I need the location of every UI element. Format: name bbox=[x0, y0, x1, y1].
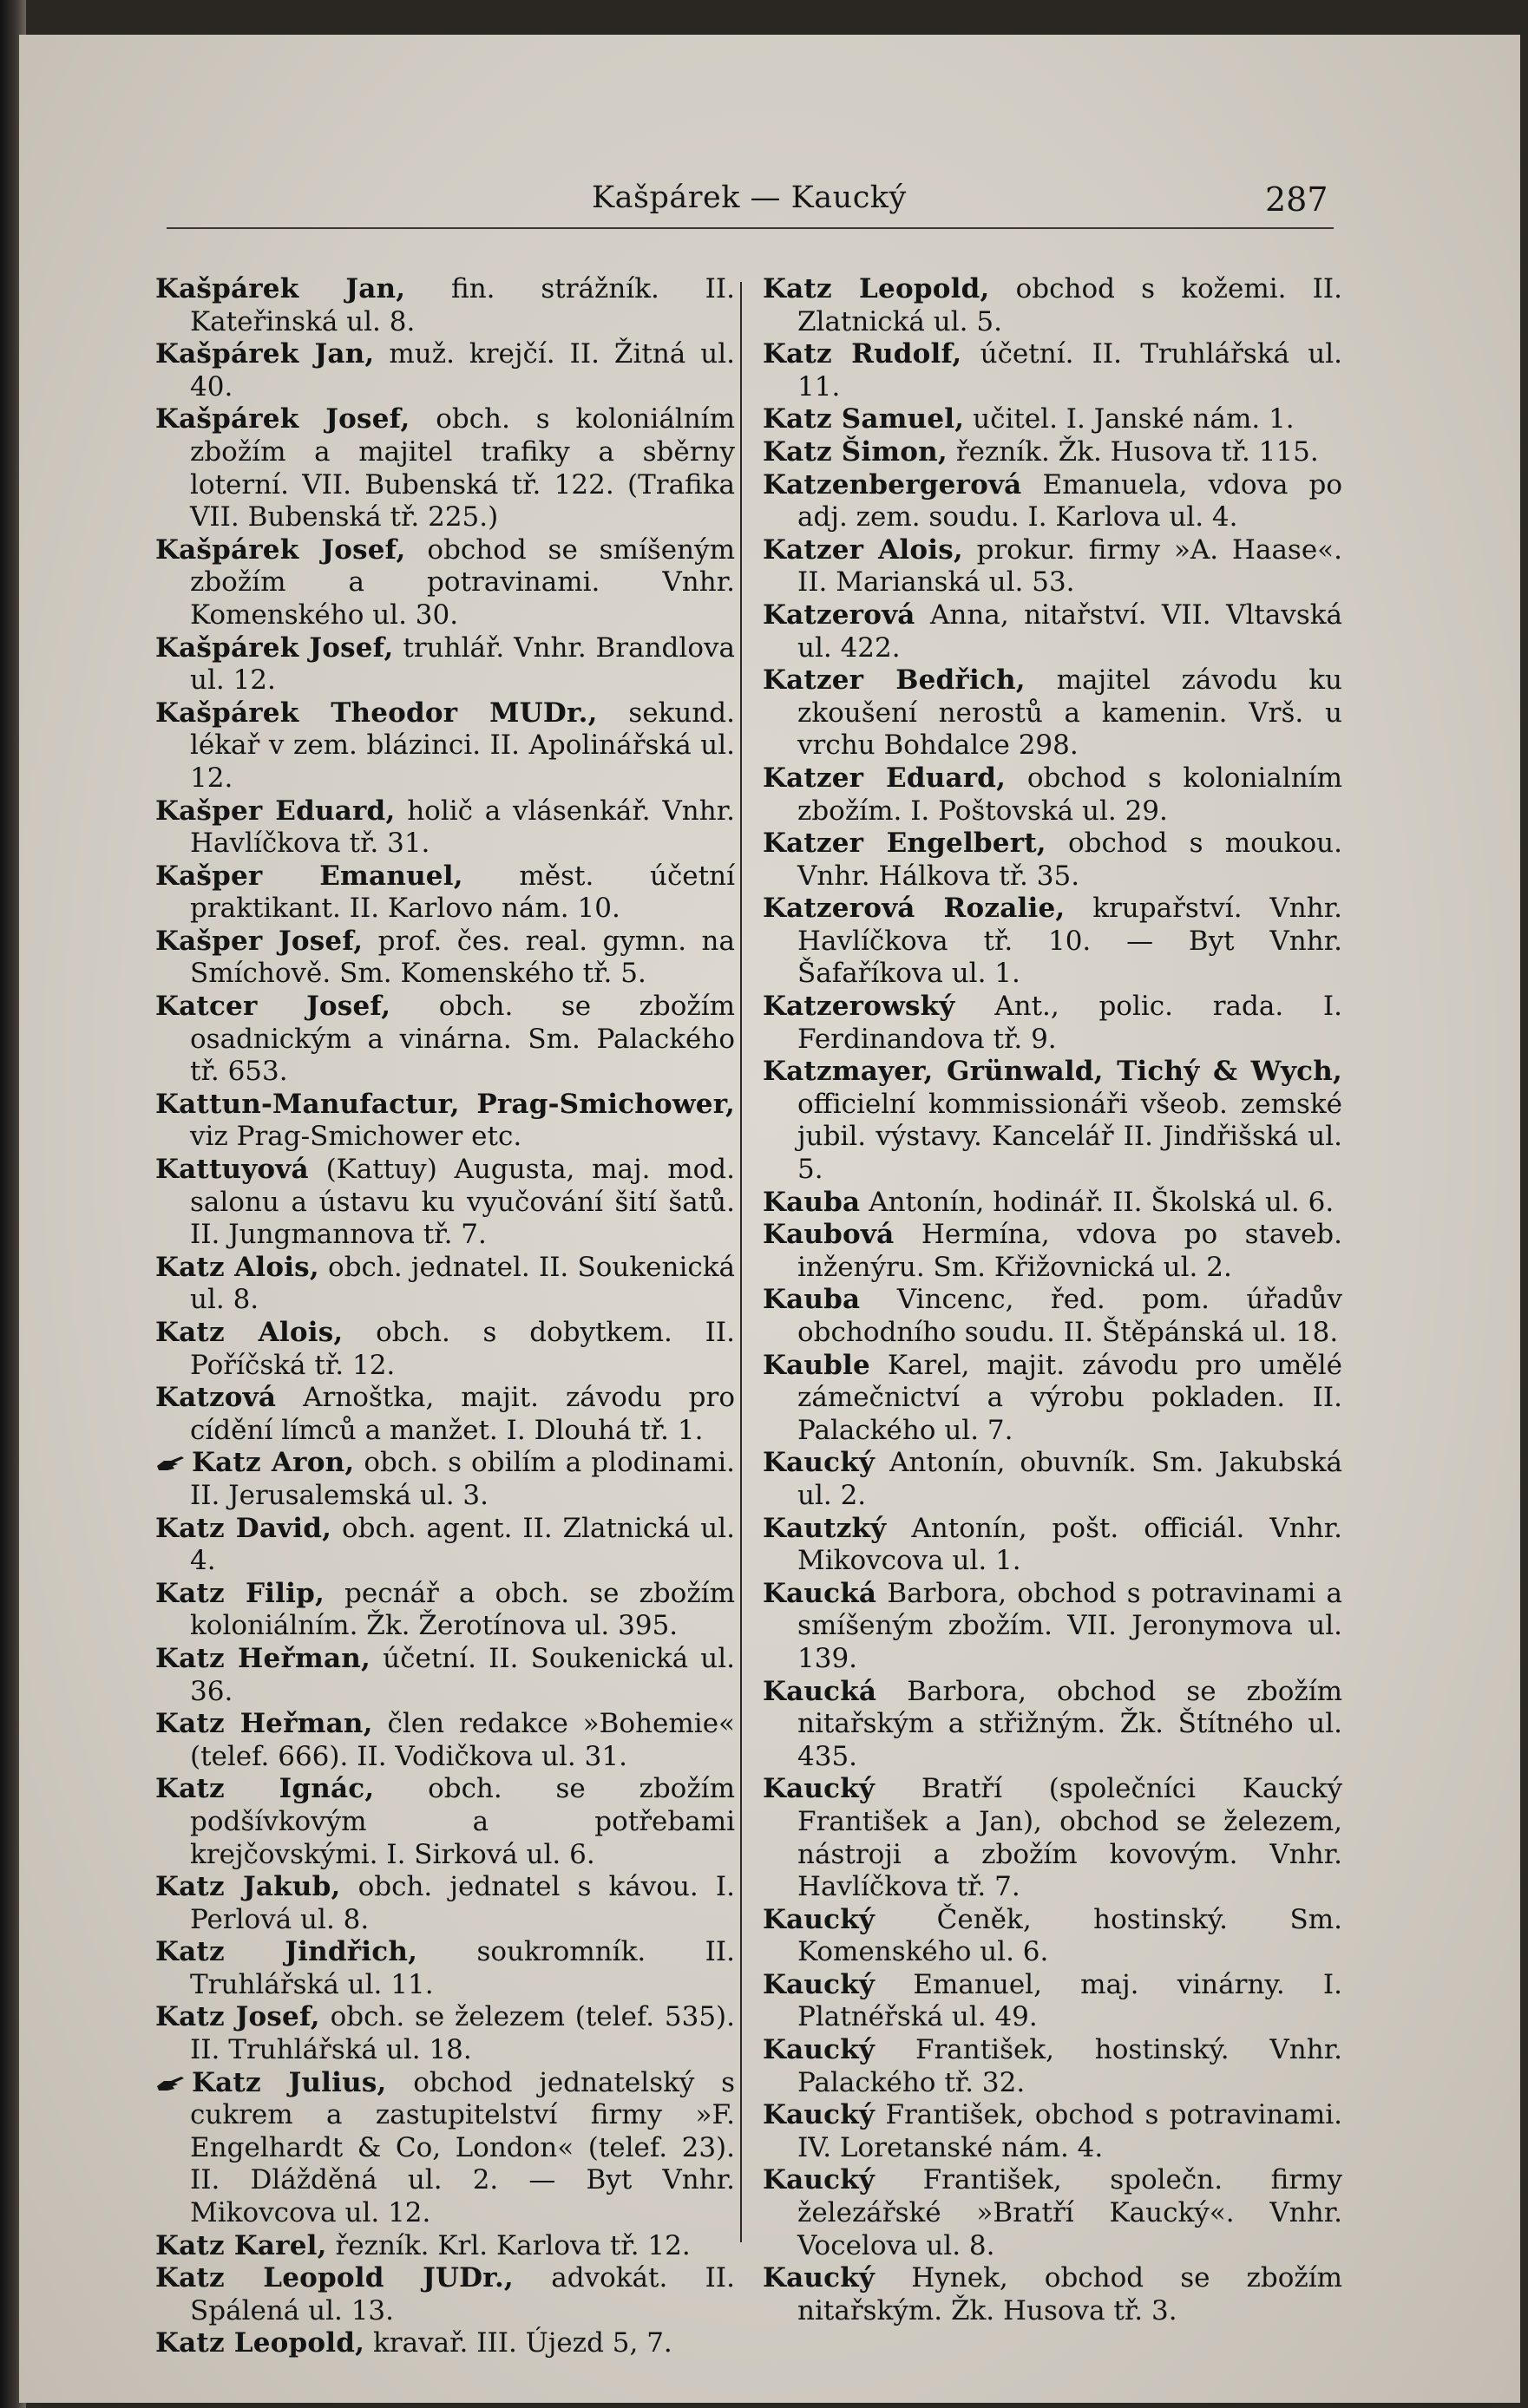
directory-entry bbox=[155, 273, 735, 338]
directory-entry bbox=[763, 2099, 1342, 2164]
entry-detail: Antonín, pošt. officiál. Vnhr. Mikovcova ul. 1. bbox=[797, 1512, 1342, 1577]
directory-entry bbox=[155, 2001, 735, 2066]
entry-name: Kauba bbox=[763, 1284, 861, 1316]
entry-detail: kravař. III. Újezd 5, 7. bbox=[373, 2327, 672, 2359]
entry-detail: řezník. Krl. Karlova tř. 12. bbox=[335, 2229, 691, 2261]
pointing-hand-icon bbox=[155, 2074, 187, 2093]
directory-entry bbox=[763, 893, 1342, 991]
entry-name: Katz Ignác, bbox=[155, 1773, 375, 1805]
entry-detail: sekund. lékař v zem. blázinci. II. Apolinářská ul. 12. bbox=[190, 697, 735, 794]
directory-entry bbox=[763, 1969, 1342, 2034]
entry-detail: truhlář. Vnhr. Brandlova ul. 12. bbox=[190, 631, 735, 697]
directory-entry bbox=[763, 1056, 1342, 1186]
entry-detail: obchod jednatelský s cukrem a zastupitelství firmy »F. Engelhardt & Co, London« (telef. 23). II. Dlážděná ul. 2. — Byt Vnhr. Mikovcova ul. 12. bbox=[190, 2066, 735, 2229]
directory-entry bbox=[763, 1676, 1342, 1774]
entry-name: Kašpárek Jan, bbox=[155, 273, 406, 304]
entry-detail: majitel závodu ku zkoušení nerostů a kamenin. Vrš. u vrchu Bohdalce 298. bbox=[797, 664, 1343, 762]
entry-name: Katz Jindřich, bbox=[155, 1936, 418, 1968]
right-column bbox=[763, 273, 1342, 2327]
entry-name: Kaucký bbox=[763, 1773, 875, 1805]
directory-entry bbox=[155, 338, 735, 403]
entry-name: Katz Leopold, bbox=[763, 273, 990, 304]
entry-name: Kattuyová bbox=[155, 1154, 309, 1186]
entry-detail: pecnář a obch. se zbožím koloniálním. Žk. Žerotínova ul. 395. bbox=[190, 1577, 735, 1642]
entry-detail: Emanuel, maj. vinárny. I. Platnéřská ul. 49. bbox=[797, 1968, 1343, 2033]
entry-name: Kašpárek Josef, bbox=[155, 403, 410, 435]
entry-name: Katz Leopold JUDr., bbox=[155, 2262, 514, 2294]
entry-name: Kašper Josef, bbox=[155, 925, 364, 957]
directory-entry bbox=[155, 991, 735, 1089]
directory-entry bbox=[763, 1578, 1342, 1676]
entry-name: Kašper Emanuel, bbox=[155, 860, 463, 892]
directory-entry bbox=[763, 762, 1342, 828]
entry-name: Katcer Josef, bbox=[155, 991, 391, 1023]
entry-name: Katz Samuel, bbox=[763, 403, 965, 435]
entry-name: Kaucký bbox=[763, 2099, 875, 2131]
directory-entry bbox=[763, 1284, 1342, 1349]
directory-entry bbox=[155, 1382, 735, 1447]
header-rule bbox=[167, 227, 1334, 229]
entry-detail: prokur. firmy »A. Haase«. II. Marianská ul. 53. bbox=[797, 533, 1342, 599]
page-number: 287 bbox=[1265, 180, 1328, 219]
entry-name: Katzerová Rozalie, bbox=[763, 893, 1066, 925]
entry-detail: muž. krejčí. II. Žitná ul. 40. bbox=[190, 338, 735, 402]
running-title: Kašpárek — Kaucký bbox=[592, 180, 907, 215]
directory-entry bbox=[763, 1447, 1342, 1512]
entry-detail: účetní. II. Truhlářská ul. 11. bbox=[797, 338, 1343, 402]
directory-entry bbox=[155, 1643, 735, 1708]
entry-name: Katzer Bedřich, bbox=[763, 664, 1026, 697]
directory-entry bbox=[155, 403, 735, 533]
entry-name: Kaucký bbox=[763, 2262, 875, 2294]
directory-entry bbox=[155, 1252, 735, 1317]
entry-detail: Ant., polic. rada. I. Ferdinandova tř. 9. bbox=[797, 991, 1342, 1055]
directory-entry bbox=[763, 599, 1342, 664]
entry-name: Katz Josef, bbox=[155, 2001, 320, 2033]
entry-name: Katzová bbox=[155, 1382, 277, 1414]
directory-entry bbox=[155, 1513, 735, 1578]
directory-entry bbox=[763, 2164, 1342, 2262]
entry-name: Katz Leopold, bbox=[155, 2327, 365, 2359]
entry-detail: účetní. II. Soukenická ul. 36. bbox=[190, 1642, 735, 1707]
directory-entry bbox=[763, 1904, 1342, 1969]
entry-name: Kašpárek Theodor MUDr., bbox=[155, 697, 598, 729]
entry-name: Kauble bbox=[763, 1349, 870, 1381]
entry-detail: obch. jednatel s kávou. I. Perlová ul. 8. bbox=[190, 1871, 736, 1935]
entry-detail: Antonín, hodinář. II. Školská ul. 6. bbox=[869, 1186, 1335, 1218]
entry-detail: Karel, majit. závodu pro umělé zámečnictví a výrobu pokladen. II. Palackého ul. 7. bbox=[797, 1349, 1342, 1446]
entry-name: Katzmayer, Grünwald, Tichý & Wych, bbox=[763, 1056, 1342, 1088]
directory-entry bbox=[155, 534, 735, 632]
directory-entry bbox=[763, 469, 1342, 534]
entry-name: Katzenbergerová bbox=[763, 468, 1022, 501]
directory-entry bbox=[763, 403, 1342, 436]
entry-name: Kaucký bbox=[763, 2164, 875, 2196]
entry-detail: Bratří (společníci Kaucký František a Jan), obchod se železem, nástroji a zbožím kovovým. Vnhr. Havlíčkova tř. 7. bbox=[797, 1773, 1342, 1903]
entry-detail: František, hostinský. Vnhr. Palackého tř. 32. bbox=[797, 2034, 1343, 2098]
entry-name: Katz Alois, bbox=[155, 1317, 344, 1348]
entry-detail: prof. čes. real. gymn. na Smíchově. Sm. Komenského tř. 5. bbox=[190, 925, 736, 990]
entry-name: Katz Šimon, bbox=[763, 435, 948, 468]
entry-name: Kaucký bbox=[763, 2034, 875, 2066]
entry-detail: Antonín, obuvník. Sm. Jakubská ul. 2. bbox=[797, 1447, 1343, 1511]
directory-entry bbox=[763, 664, 1342, 762]
directory-entry bbox=[763, 1187, 1342, 1220]
entry-detail: Arnoštka, majit. závodu pro cídění límců a manžet. I. Dlouhá tř. 1. bbox=[190, 1382, 735, 1446]
entry-name: Katzerová bbox=[763, 599, 915, 631]
entry-name: Katzerowský bbox=[763, 991, 955, 1023]
entry-detail: soukromník. II. Truhlářská ul. 11. bbox=[190, 1936, 735, 2000]
column-divider bbox=[740, 282, 742, 2242]
entry-detail: Barbora, obchod s potravinami a smíšeným zbožím. VII. Jeronymova ul. 139. bbox=[797, 1577, 1342, 1674]
entry-detail: obch. jednatel. II. Soukenická ul. 8. bbox=[190, 1251, 735, 1316]
entry-name: Katz Julius, bbox=[192, 2066, 387, 2098]
directory-entry bbox=[763, 1513, 1342, 1578]
entry-name: Katz Heřman, bbox=[155, 1708, 373, 1740]
directory-entry bbox=[155, 2067, 735, 2230]
entry-name: Kautzký bbox=[763, 1512, 887, 1544]
entry-detail: učitel. I. Janské nám. 1. bbox=[973, 403, 1295, 435]
directory-entry bbox=[155, 926, 735, 991]
entry-detail: Emanuela, vdova po adj. zem. soudu. I. Karlova ul. 4. bbox=[797, 468, 1343, 533]
entry-detail: obch. s dobytkem. II. Poříčská tř. 12. bbox=[190, 1317, 735, 1381]
directory-entry bbox=[155, 1317, 735, 1382]
entry-detail: (Kattuy) Augusta, maj. mod. salonu a ústavu ku vyučování šití šatů. II. Jungmannova tř. 7. bbox=[190, 1154, 736, 1251]
entry-detail: krupařství. Vnhr. Havlíčkova tř. 10. — Byt Vnhr. Šafaříkova ul. 1. bbox=[797, 893, 1342, 990]
directory-entry bbox=[763, 338, 1342, 403]
entry-name: Katz Jakub, bbox=[155, 1871, 341, 1903]
directory-entry bbox=[155, 1773, 735, 1871]
directory-entry bbox=[763, 2034, 1342, 2099]
left-column bbox=[155, 273, 735, 2360]
directory-entry bbox=[763, 273, 1342, 338]
entry-detail: holič a vlásenkář. Vnhr. Havlíčkova tř. 31. bbox=[190, 795, 735, 860]
entry-name: Katzer Alois, bbox=[763, 533, 963, 566]
entry-name: Katz David, bbox=[155, 1512, 332, 1544]
entry-name: Kašpárek Jan, bbox=[155, 338, 375, 370]
entry-detail: advokát. II. Spálená ul. 13. bbox=[190, 2262, 736, 2326]
entry-name: Kattun-Manufactur, Prag-Smichower, bbox=[155, 1088, 735, 1120]
entry-detail: obchod s moukou. Vnhr. Hálkova tř. 35. bbox=[797, 828, 1342, 892]
directory-entry bbox=[763, 828, 1342, 893]
directory-entry bbox=[155, 1154, 735, 1252]
directory-entry bbox=[155, 2262, 735, 2327]
directory-entry bbox=[763, 991, 1342, 1056]
entry-detail: obchod s kožemi. II. Zlatnická ul. 5. bbox=[797, 273, 1343, 337]
entry-detail: fin. strážník. II. Kateřinská ul. 8. bbox=[190, 273, 735, 337]
entry-detail: obchod s kolonialním zbožím. I. Poštovská ul. 29. bbox=[797, 762, 1342, 827]
entry-name: Kaucký bbox=[763, 1447, 875, 1479]
entry-detail: obchod se smíšeným zbožím a potravinami. Vnhr. Komenského ul. 30. bbox=[190, 533, 735, 631]
entry-detail: Vincenc, řed. pom. úřadův obchodního soudu. II. Štěpánská ul. 18. bbox=[797, 1284, 1342, 1348]
entry-name: Katzer Engelbert, bbox=[763, 828, 1046, 860]
entry-detail: Čeněk, hostinský. Sm. Komenského ul. 6. bbox=[797, 1903, 1342, 1968]
entry-name: Kauba bbox=[763, 1186, 861, 1218]
directory-entry bbox=[763, 1350, 1342, 1448]
entry-name: Katz Alois, bbox=[155, 1251, 319, 1283]
entry-detail: officielní kommissionáři všeob. zemské jubil. výstavy. Kancelář II. Jindřišská ul. 5. bbox=[797, 1088, 1342, 1186]
entry-name: Katz Aron, bbox=[192, 1447, 355, 1479]
entry-name: Kašpárek Josef, bbox=[155, 631, 394, 664]
entry-detail: obch. se zbožím osadnickým a vinárna. Sm. Palackého tř. 653. bbox=[190, 991, 736, 1088]
entry-name: Katz Filip, bbox=[155, 1577, 325, 1609]
directory-entry bbox=[763, 1773, 1342, 1903]
entry-name: Kaucký bbox=[763, 1903, 875, 1935]
entry-name: Kaucká bbox=[763, 1675, 877, 1707]
directory-entry bbox=[763, 2262, 1342, 2327]
entry-detail: člen redakce »Bohemie« (telef. 666). II. Vodičkova ul. 31. bbox=[190, 1708, 736, 1772]
directory-entry bbox=[155, 1936, 735, 2001]
directory-entry bbox=[763, 1219, 1342, 1284]
entry-detail: obch. s koloniálním zbožím a majitel trafiky a sběrny loterní. VII. Bubenská tř. 122. (Trafika VII. Bubenská tř. 225.) bbox=[190, 403, 735, 533]
entry-detail: obch. se zbožím podšívkovým a potřebami krejčovskými. I. Sirková ul. 6. bbox=[190, 1773, 735, 1870]
entry-detail: obch. s obilím a plodinami. II. Jerusalemská ul. 3. bbox=[190, 1447, 736, 1511]
directory-entry bbox=[155, 2327, 735, 2360]
page-header bbox=[19, 173, 1520, 234]
entry-name: Katzer Eduard, bbox=[763, 762, 1007, 794]
directory-entry bbox=[155, 1089, 735, 1154]
entry-detail: řezník. Žk. Husova tř. 115. bbox=[955, 435, 1319, 468]
directory-entry bbox=[763, 534, 1342, 599]
entry-detail: František, obchod s potravinami. IV. Loretanské nám. 4. bbox=[797, 2099, 1342, 2163]
directory-entry bbox=[155, 860, 735, 926]
directory-entry bbox=[155, 795, 735, 860]
entry-detail: viz Prag-Smichower etc. bbox=[190, 1121, 522, 1153]
entry-detail: Hermína, vdova po staveb. inženýru. Sm. Křižovnická ul. 2. bbox=[797, 1219, 1342, 1283]
directory-entry bbox=[155, 2230, 735, 2263]
entry-detail: Anna, nitařství. VII. Vltavská ul. 422. bbox=[797, 599, 1342, 664]
directory-entry bbox=[155, 697, 735, 795]
entry-detail: Hynek, obchod se zbožím nitařským. Žk. Husova tř. 3. bbox=[797, 2262, 1343, 2326]
directory-entry bbox=[155, 632, 735, 697]
entry-name: Katz Heřman, bbox=[155, 1642, 371, 1674]
directory-entry bbox=[155, 1578, 735, 1643]
directory-entry bbox=[763, 436, 1342, 469]
directory-entry bbox=[155, 1871, 735, 1936]
entry-name: Kaucká bbox=[763, 1577, 877, 1609]
directory-page bbox=[19, 35, 1520, 2403]
pointing-hand-icon bbox=[155, 1454, 187, 1473]
entry-detail: měst. účetní praktikant. II. Karlovo nám. 10. bbox=[190, 860, 735, 925]
entry-name: Katz Rudolf, bbox=[763, 338, 962, 370]
directory-entry bbox=[155, 1447, 735, 1512]
directory-entry bbox=[155, 1708, 735, 1773]
entry-detail: Barbora, obchod se zbožím nitařským a střižným. Žk. Štítného ul. 435. bbox=[797, 1675, 1343, 1772]
entry-detail: František, společn. firmy železářské »Bratří Kaucký«. Vnhr. Vocelova ul. 8. bbox=[797, 2164, 1342, 2261]
entry-detail: obch. se železem (telef. 535). II. Truhlářská ul. 18. bbox=[190, 2001, 735, 2066]
entry-name: Katz Karel, bbox=[155, 2229, 327, 2261]
entry-detail: obch. agent. II. Zlatnická ul. 4. bbox=[190, 1512, 735, 1577]
entry-name: Kašper Eduard, bbox=[155, 795, 396, 827]
entry-name: Kaubová bbox=[763, 1219, 895, 1251]
entry-name: Kaucký bbox=[763, 1968, 875, 2000]
entry-name: Kašpárek Josef, bbox=[155, 533, 406, 566]
